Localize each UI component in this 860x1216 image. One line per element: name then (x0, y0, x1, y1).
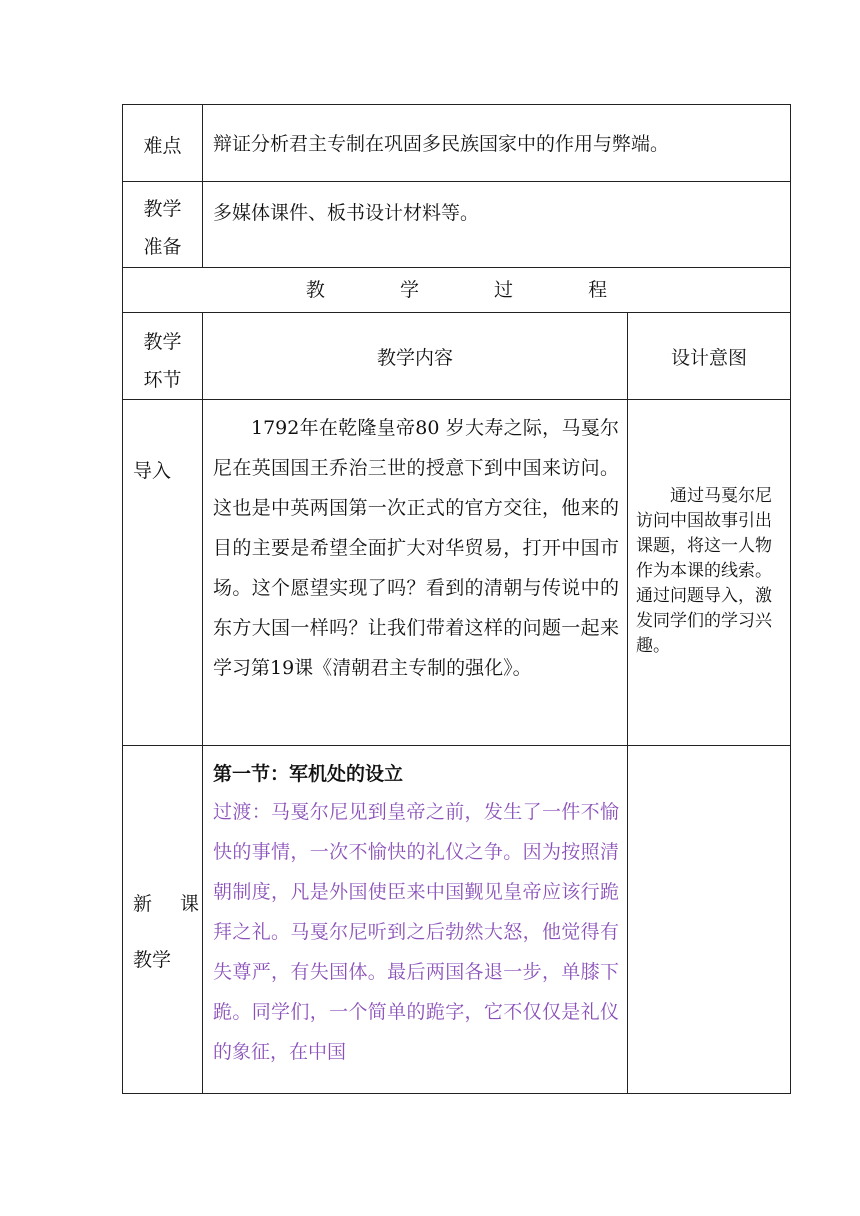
new-lesson-stage-char-2: 课 (180, 893, 200, 915)
header-content-cell (203, 313, 628, 400)
header-stage-line2: 环节 (143, 369, 182, 391)
preparation-text: 多媒体课件、板书设计材料等。 (213, 202, 480, 224)
intro-content: 1792年在乾隆皇帝80 岁大寿之际，马戛尔尼在英国国王乔治三世的授意下到中国来访问。这也是中英两国第一次正式的官方交往，他来的目的主要是希望全面扩大对华贸易，打开中国市场。这个愿望实现了吗？看到的清朝与传说中的东方大国一样吗？让我们带着这样的问题一起来学习第19课《清朝君主专制的强化》。 (213, 417, 619, 679)
difficulty-label: 难点 (143, 135, 182, 157)
header-stage-cell (123, 313, 203, 400)
intro-intent: 通过马戛尔尼访问中国故事引出课题，将这一人物作为本课的线索。通过问题导入，激发同学们的学习兴趣。 (636, 486, 772, 656)
difficulty-row (123, 105, 791, 182)
process-title-row (123, 268, 791, 313)
preparation-label-line1: 教学 (143, 198, 182, 220)
new-lesson-stage-char-1: 新 (133, 893, 153, 915)
new-lesson-stage-line1 (133, 876, 202, 932)
intro-stage: 导入 (133, 460, 172, 482)
intro-content-cell (203, 400, 628, 746)
section-title: 第一节：军机处的设立 (213, 763, 404, 785)
difficulty-text-cell (203, 105, 791, 182)
transition-text: 过渡：马戛尔尼见到皇帝之前，发生了一件不愉快的事情，一次不愉快的礼仪之争。因为按照清朝制度，凡是外国使臣来中国觐见皇帝应该行跪拜之礼。马戛尔尼听到之后勃然大怒，他觉得有失尊严，有失国体。最后两国各退一步，单膝下跪。同学们，一个简单的跪字，它不仅仅是礼仪的象征，在中国 (213, 801, 619, 1063)
process-title-char-1: 教 (305, 279, 325, 301)
preparation-text-cell (203, 182, 791, 268)
new-lesson-stage-cell (123, 746, 203, 1094)
column-header-row (123, 313, 791, 400)
new-lesson-intent-cell (628, 746, 791, 1094)
intro-stage-cell (123, 400, 203, 746)
header-stage-line1: 教学 (143, 331, 182, 353)
lesson-plan-table (122, 104, 791, 1094)
new-lesson-row (123, 746, 791, 1094)
preparation-label-cell (123, 182, 203, 268)
process-title-char-2: 学 (399, 279, 419, 301)
new-lesson-content-cell (203, 746, 628, 1094)
preparation-row (123, 182, 791, 268)
difficulty-label-cell (123, 105, 203, 182)
header-intent: 设计意图 (671, 346, 748, 369)
process-title-char-4: 程 (588, 279, 608, 301)
header-content: 教学内容 (376, 346, 453, 369)
header-intent-cell (628, 313, 791, 400)
process-title-cell (123, 268, 791, 313)
difficulty-text: 辩证分析君主专制在巩固多民族国家中的作用与弊端。 (213, 133, 670, 155)
intro-intent-cell (628, 400, 791, 746)
preparation-label-line2: 准备 (143, 236, 182, 258)
intro-row (123, 400, 791, 746)
process-title-char-3: 过 (494, 279, 514, 301)
new-lesson-stage-line2: 教学 (133, 949, 172, 971)
